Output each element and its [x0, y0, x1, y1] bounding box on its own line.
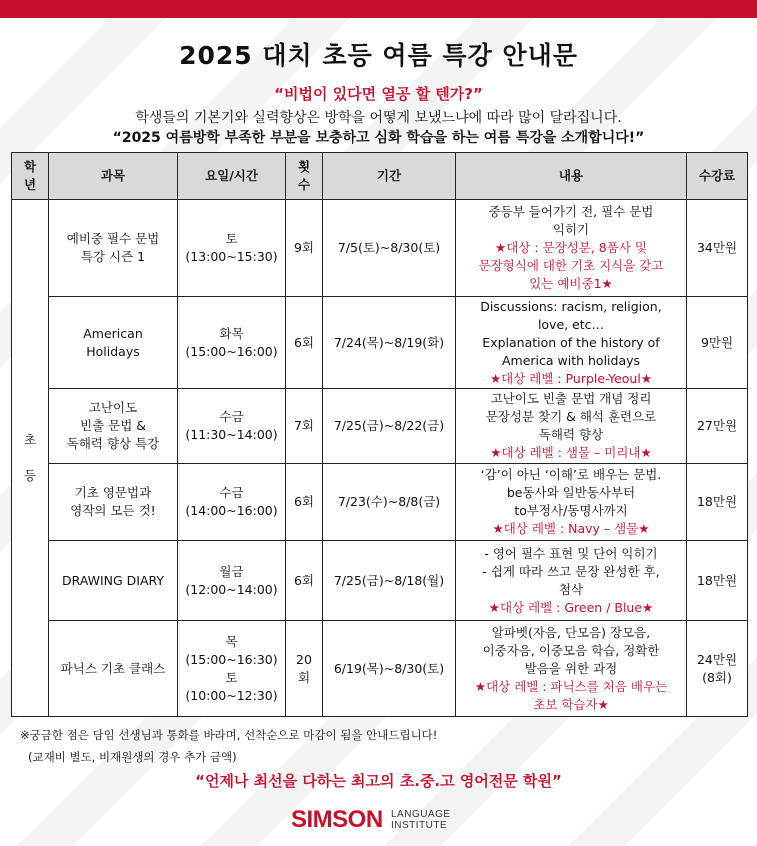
- intro-line-1: 학생들의 기본기와 실력향상은 방학을 어떻게 보냈느냐에 따라 많이 달라집니다.: [135, 110, 622, 126]
- count-cell: 9회: [286, 200, 323, 297]
- table-row: [12, 389, 748, 464]
- header-content: 내용: [456, 153, 687, 200]
- table-row: [12, 200, 748, 297]
- schedule-cell: 토 (13:00~15:30): [178, 200, 286, 297]
- schedule-cell: 화목 (15:00~16:00): [178, 297, 286, 389]
- intro-line-2: “2025 여름방학 부족한 부분을 보충하고 심화 학습을 하는 여름 특강을 소개합니다!”: [112, 130, 645, 146]
- course-cell: 예비중 필수 문법 특강 시즌 1: [49, 200, 178, 297]
- course-cell: 기초 영문법과 영작의 모든 것!: [49, 464, 178, 541]
- simson-logo: SIMSON LANGUAGE INSTITUTE: [291, 806, 451, 833]
- period-cell: 7/5(토)~8/30(토): [323, 200, 456, 297]
- fee-cell: 27만원: [687, 389, 748, 464]
- target-level: ★대상 레벨 : 파닉스를 처음 배우는 초보 학습자★: [474, 678, 668, 712]
- header-schedule: 요일/시간: [178, 153, 286, 200]
- content-cell: 알파벳(자음, 단모음) 장모음, 이중자음, 이중모음 학습, 정확한 발음을 위한 과정 ★대상 레벨 : 파닉스를 처음 배우는 초보 학습자★: [456, 621, 687, 717]
- course-cell: 고난이도 빈출 문법 & 독해력 향상 특강: [49, 389, 178, 464]
- course-cell: 파닉스 기초 클래스: [49, 621, 178, 717]
- count-cell: 6회: [286, 541, 323, 621]
- content-cell: 중등부 들어가기 전, 필수 문법 익히기 ★대상 : 문장성분, 8품사 및 문장형식에 대한 기초 지식을 갖고 있는 예비중1★: [456, 200, 687, 297]
- target-level: ★대상 레벨 : Purple-Yeoul★: [489, 370, 653, 386]
- period-cell: 7/24(목)~8/19(화): [323, 297, 456, 389]
- count-cell: 20 회: [286, 621, 323, 717]
- table-header-row: [12, 153, 748, 200]
- header-count: 횟 수: [286, 153, 323, 200]
- fee-cell: 18만원: [687, 464, 748, 541]
- schedule-cell: 수금 (14:00~16:00): [178, 464, 286, 541]
- fee-cell: 9만원: [687, 297, 748, 389]
- count-cell: 6회: [286, 297, 323, 389]
- content-cell: - 영어 필수 표현 및 단어 익히기 - 쉽게 따라 쓰고 문장 완성한 후, 첨삭 ★대상 레벨 : Green / Blue★: [456, 541, 687, 621]
- count-cell: 6회: [286, 464, 323, 541]
- closing-slogan: “언제나 최선을 다하는 최고의 초.중.고 영어전문 학원”: [195, 772, 562, 790]
- table-row: [12, 464, 748, 541]
- schedule-cell: 수금 (11:30~14:00): [178, 389, 286, 464]
- target-level: ★대상 : 문장성분, 8품사 및 문장형식에 대한 기초 지식을 갖고 있는 예비중1★: [478, 240, 664, 291]
- fee-cell: 18만원: [687, 541, 748, 621]
- period-cell: 7/25(금)~8/22(금): [323, 389, 456, 464]
- content-cell: 고난이도 빈출 문법 개념 정리 문장성분 찾기 & 해석 훈련으로 독해력 향상 ★대상 레벨 : 샘물 – 미리내★: [456, 389, 687, 464]
- table-row: [12, 541, 748, 621]
- target-level: ★대상 레벨 : Navy – 샘물★: [492, 521, 650, 536]
- schedule-cell: 월금 (12:00~14:00): [178, 541, 286, 621]
- table-row: [12, 297, 748, 389]
- period-cell: 6/19(목)~8/30(토): [323, 621, 456, 717]
- fee-note: (교재비 별도, 비재원생의 경우 추가 금액): [28, 750, 237, 764]
- course-cell: DRAWING DIARY: [49, 541, 178, 621]
- slogan: “비법이 있다면 열공 할 텐가?”: [274, 85, 483, 103]
- inquiry-note: ※궁금한 점은 담임 선생님과 통화를 바라며, 선착순으로 마감이 됨을 안내드립니다!: [20, 728, 438, 742]
- fee-cell: 24만원 (8회): [687, 621, 748, 717]
- header-grade: 학 년: [12, 153, 49, 200]
- content-cell: Discussions: racism, religion, love, etc… Explanation of the history of America with holidays ★대상 레벨 : Purple-Yeoul★: [456, 297, 687, 389]
- content-cell: ‘감’이 아닌 ‘이해’로 배우는 문법. be동사와 일반동사부터 to부정사/동명사까지 ★대상 레벨 : Navy – 샘물★: [456, 464, 687, 541]
- header-course: 과목: [49, 153, 178, 200]
- page-title: 2025 대치 초등 여름 특강 안내문: [179, 41, 578, 70]
- fee-cell: 34만원: [687, 200, 748, 297]
- period-cell: 7/25(금)~8/18(월): [323, 541, 456, 621]
- header-period: 기간: [323, 153, 456, 200]
- target-level: ★대상 레벨 : 샘물 – 미리내★: [490, 445, 652, 460]
- period-cell: 7/23(수)~8/8(금): [323, 464, 456, 541]
- grade-cell: 초 등: [12, 200, 49, 717]
- table-row: [12, 621, 748, 717]
- schedule-cell: 목 (15:00~16:30) 토 (10:00~12:30): [178, 621, 286, 717]
- count-cell: 7회: [286, 389, 323, 464]
- target-level: ★대상 레벨 : Green / Blue★: [488, 599, 654, 615]
- schedule-table: [11, 152, 748, 717]
- header-fee: 수강료: [687, 153, 748, 200]
- course-cell: American Holidays: [49, 297, 178, 389]
